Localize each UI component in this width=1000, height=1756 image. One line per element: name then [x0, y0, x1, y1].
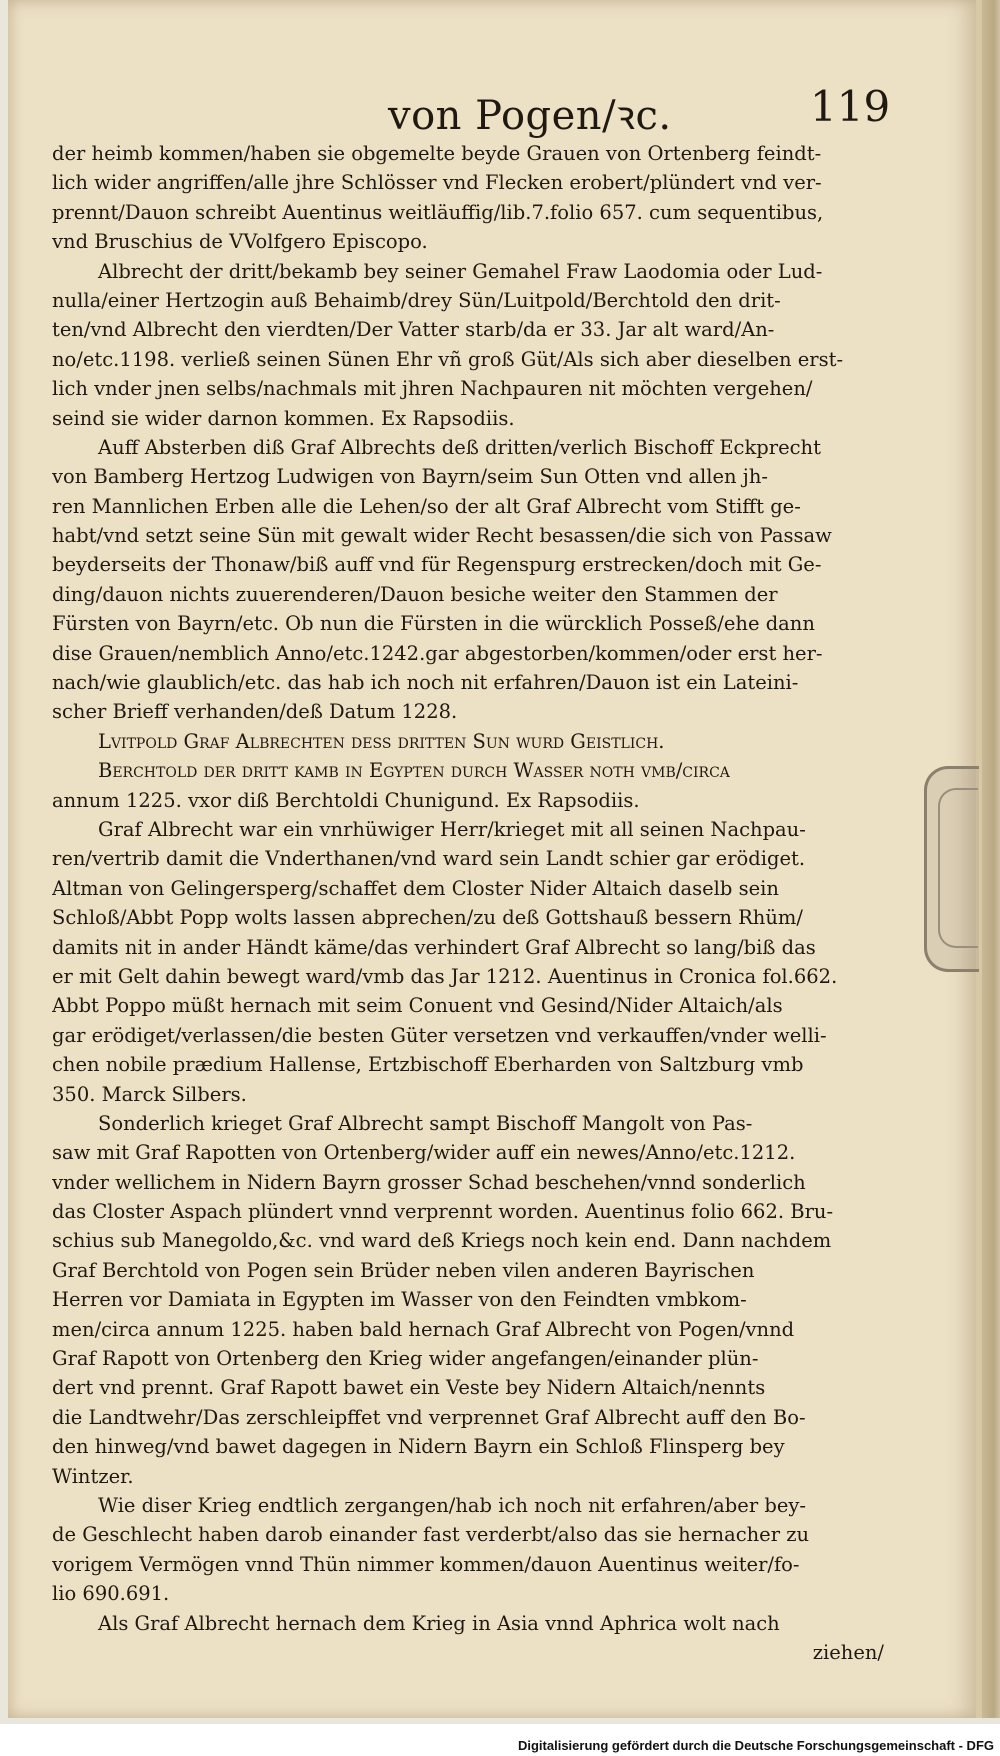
text-line: scher Brieff verhanden/deß Datum 1228.: [52, 700, 458, 724]
text-line: Wintzer.: [52, 1464, 134, 1488]
text-line: er mit Gelt dahin bewegt ward/vmb das Jar 1212. Auentinus in Cronica fol.662.: [52, 964, 838, 988]
text-line: die Landtwehr/Das zerschleipffet vnd verprennet Graf Albrecht auff den Bo-: [52, 1405, 806, 1429]
text-line: vnder wellichem in Nidern Bayrn grosser Schad beschehen/vnnd sonderlich: [52, 1170, 806, 1194]
catchword-line: ziehen/: [812, 1640, 884, 1664]
text-line: von Bamberg Hertzog Ludwigen von Bayrn/seim Sun Otten vnd allen jh-: [52, 465, 768, 489]
text-line: prennt/Dauon schreibt Auentinus weitläuffig/lib.7.folio 657. cum sequentibus,: [52, 200, 824, 224]
text-line: vorigem Vermögen vnnd Thün nimmer kommen/dauon Auentinus weiter/fo-: [52, 1552, 800, 1576]
paragraph-start-line: Lvitpold Graf Albrechten deß dritten Sun wurd Geistlich.: [98, 729, 665, 753]
text-line: habt/vnd setzt seine Sün mit gewalt wider Recht besassen/die sich von Passaw: [52, 524, 832, 548]
text-line: no/etc.1198. verließ seinen Sünen Ehr vñ groß Güt/Als sich aber dieselben erst-: [52, 347, 844, 371]
text-line: Graf Berchtold von Pogen sein Brüder neben vilen anderen Bayrischen: [52, 1258, 755, 1282]
text-line: Graf Rapott von Ortenberg den Krieg wider angefangen/einander plün-: [52, 1347, 759, 1371]
text-line: Fürsten von Bayrn/etc. Ob nun die Fürsten in die würcklich Posseß/ehe dann: [52, 612, 815, 636]
text-line: das Closter Aspach plündert vnnd verprennt worden. Auentinus folio 662. Bru-: [52, 1200, 834, 1224]
text-line: chen nobile prædium Hallense, Ertzbischoff Eberharden von Saltzburg vmb: [52, 1053, 804, 1077]
text-line: damits nit in ander Händt käme/das verhindert Graf Albrecht so lang/biß das: [52, 935, 816, 959]
text-line: lio 690.691.: [52, 1582, 170, 1606]
paragraph-start-line: Auff Absterben diß Graf Albrechts deß dritten/verlich Bischoff Eckprecht: [98, 435, 821, 459]
paragraph-start-line: Als Graf Albrecht hernach dem Krieg in Asia vnnd Aphrica wolt nach: [98, 1611, 780, 1635]
running-head: von Pogen/ꝛc.: [388, 93, 672, 139]
body-text: [52, 139, 884, 1667]
text-line: saw mit Graf Rapotten von Ortenberg/wider auff ein newes/Anno/etc.1212.: [52, 1141, 796, 1165]
text-line: ren/vertrib damit die Vnderthanen/vnd ward sein Landt schier gar erödiget.: [52, 847, 806, 871]
text-line: 350. Marck Silbers.: [52, 1082, 247, 1106]
page-header: [8, 82, 976, 146]
text-line: schius sub Manegoldo,&c. vnd ward deß Kriegs noch kein end. Dann nachdem: [52, 1229, 832, 1253]
text-line: nulla/einer Hertzogin auß Behaimb/drey Sün/Luitpold/Berchtold den drit-: [52, 288, 781, 312]
text-line: Schloß/Abbt Popp wolts lassen abprechen/zu deß Gottshauß bessern Rhüm/: [52, 906, 803, 930]
book-page: [8, 0, 982, 1718]
text-line: dert vnd prennt. Graf Rapott bawet ein Veste bey Nidern Altaich/nennts: [52, 1376, 766, 1400]
text-line: lich wider angriffen/alle jhre Schlösser vnd Flecken erobert/plündert vnd ver-: [52, 171, 822, 195]
text-line: Altman von Gelingersperg/schaffet dem Closter Nider Altaich daselb sein: [52, 876, 779, 900]
text-line: ding/dauon nichts zuuerenderen/Dauon besiche weiter den Stammen der: [52, 582, 778, 606]
text-line: lich vnder jnen selbs/nachmals mit jhren Nachpauren nit möchten vergehen/: [52, 377, 813, 401]
text-line: Abbt Poppo müßt hernach mit seim Conuent vnd Gesind/Nider Altaich/als: [52, 994, 783, 1018]
text-line: ten/vnd Albrecht den vierdten/Der Vatter starb/da er 33. Jar alt ward/An-: [52, 318, 775, 342]
text-line: Herren vor Damiata in Egypten im Wasser von den Feindten vmbkom-: [52, 1288, 747, 1312]
text-line: annum 1225. vxor diß Berchtoldi Chunigund. Ex Rapsodiis.: [52, 788, 640, 812]
text-line: men/circa annum 1225. haben bald hernach Graf Albrecht von Pogen/vnnd: [52, 1317, 795, 1341]
page-number: 119: [810, 82, 891, 131]
paragraph-start-line: Sonderlich krieget Graf Albrecht sampt Bischoff Mangolt von Pas-: [98, 1111, 753, 1135]
text-line: den hinweg/vnd bawet dagegen in Nidern Bayrn ein Schloß Flinsperg bey: [52, 1435, 785, 1459]
text-line: dise Grauen/nemblich Anno/etc.1242.gar abgestorben/kommen/oder erst her-: [52, 641, 823, 665]
text-line: de Geschlecht haben darob einander fast verderbt/also das sie hernacher zu: [52, 1523, 810, 1547]
paragraph-start-line: Albrecht der dritt/bekamb bey seiner Gemahel Fraw Laodomia oder Lud-: [98, 259, 823, 283]
page-clip-inner: [938, 788, 978, 948]
digitization-credit: Digitalisierung gefördert durch die Deutsche Forschungsgemeinschaft - DFG: [517, 1738, 994, 1753]
text-line: ren Mannlichen Erben alle die Lehen/so der alt Graf Albrecht vom Stifft ge-: [52, 494, 801, 518]
paragraph-start-line: Wie diser Krieg endtlich zergangen/hab ich noch nit erfahren/aber bey-: [98, 1493, 806, 1517]
paragraph-start-line: Graf Albrecht war ein vnrhüwiger Herr/krieget mit all seinen Nachpau-: [98, 817, 806, 841]
text-line: gar erödiget/verlassen/die besten Güter versetzen vnd verkauffen/vnder welli-: [52, 1023, 827, 1047]
text-line: vnd Bruschius de VVolfgero Episcopo.: [52, 230, 428, 254]
text-line: seind sie wider darnon kommen. Ex Rapsodiis.: [52, 406, 515, 430]
text-line: nach/wie glaublich/etc. das hab ich noch nit erfahren/Dauon ist ein Lateini-: [52, 671, 799, 695]
paragraph-start-line: Berchtold der dritt kamb in Egypten durch Wasser noth vmb/circa: [98, 759, 730, 783]
text-line: der heimb kommen/haben sie obgemelte beyde Grauen von Ortenberg feindt-: [52, 142, 822, 165]
text-line: beyderseits der Thonaw/biß auff vnd für Regenspurg erstrecken/doch mit Ge-: [52, 553, 822, 577]
